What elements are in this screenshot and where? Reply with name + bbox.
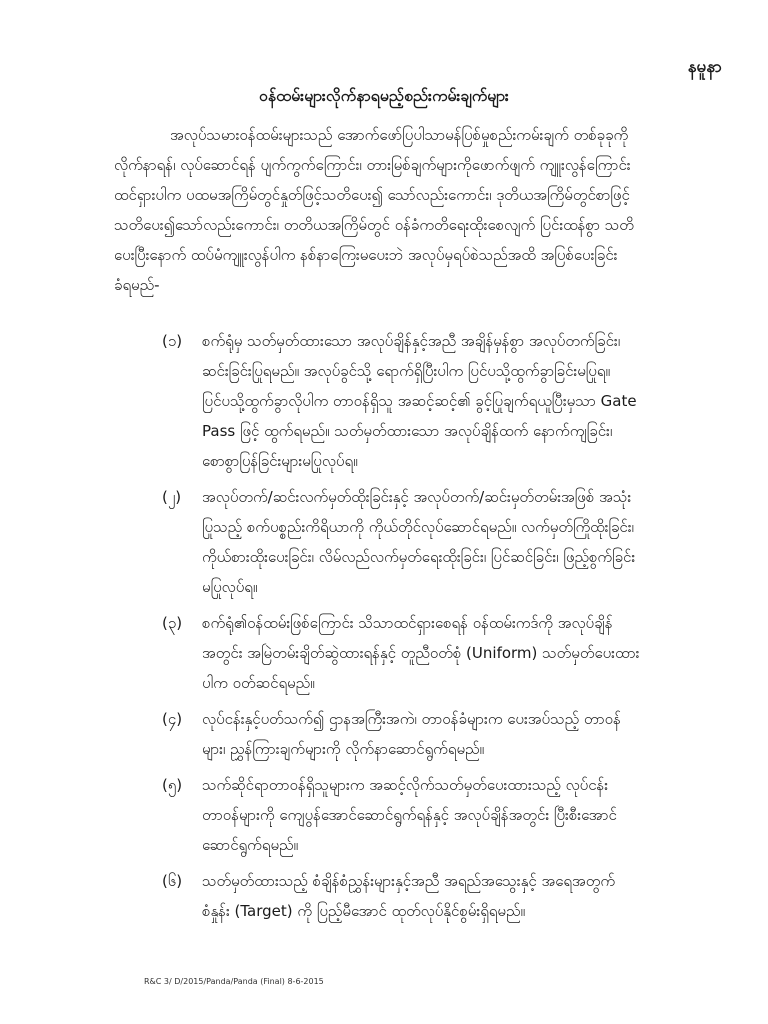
list-item xyxy=(144,770,718,860)
item-line: ပြုသည့် စက်ပစ္စည်းကိရိယာကို ကိုယ်တိုင်လုပ်ဆောင်ရမည်။ လက်မှတ်ကြိုထိုးခြင်း၊ xyxy=(202,518,634,536)
item-line: ဆင်းခြင်းပြုရမည်။ အလုပ်ခွင်သို့ ရောက်ရှိပြီးပါက ပြင်ပသို့ထွက်ခွာခြင်းမပြုရ။ xyxy=(202,362,611,380)
item-line: သတ်မှတ်ထားသည့် စံချိန်စံညွှန်းများနှင့်အညီ အရည်အသွေးနှင့် အရေအတွက် xyxy=(202,872,616,890)
intro-line: ပေးပြီးနောက် ထပ်မံကျူးလွန်ပါက နစ်နာကြေးမပေးဘဲ အလုပ်မှရပ်စဲသည်အထိ အပြစ်ပေးခြင်း xyxy=(114,246,618,264)
list-item xyxy=(144,326,718,476)
item-line: များ၊ ညွှန်ကြားချက်များကို လိုက်နာဆောင်ရွက်ရမည်။ xyxy=(202,740,485,758)
item-number: (၂) xyxy=(162,488,182,506)
item-line: ကိုယ်စားထိုးပေးခြင်း၊ လိမ်လည်လက်မှတ်ရေးထိုးခြင်း၊ ပြင်ဆင်ခြင်း၊ ဖြည့်စွက်ခြင်း xyxy=(202,548,636,566)
intro-line: လိုက်နာရန်၊ လုပ်ဆောင်ရန် ပျက်ကွက်ကြောင်း၊ တားမြစ်ချက်များကိုဖောက်ဖျက် ကျူးလွန်ကြောင်း xyxy=(114,156,631,174)
item-line: ပြင်ပသို့ထွက်ခွာလိုပါက တာဝန်ရှိသူ အဆင့်ဆင့်၏ ခွင့်ပြုချက်ရယူပြီးမှသာ Gate xyxy=(202,392,637,410)
item-line: ပါက ဝတ်ဆင်ရမည်။ xyxy=(202,674,315,692)
item-number: (၆) xyxy=(162,872,183,890)
intro-line: ထင်ရှားပါက ပထမအကြိမ်တွင်နှုတ်ဖြင့်သတိပေး၍ သော်လည်းကောင်း၊ ဒုတိယအကြိမ်တွင်စာဖြင့် xyxy=(114,186,630,204)
intro-paragraph xyxy=(114,120,718,300)
item-text xyxy=(202,326,718,476)
item-number: (၃) xyxy=(162,614,183,632)
item-line: အတွင်း အမြဲတမ်းချိတ်ဆွဲထားရန်နှင့် တူညီဝတ်စုံ (Uniform) သတ်မှတ်ပေးထား xyxy=(202,644,640,662)
item-line: စက်ရုံမှ သတ်မှတ်ထားသော အလုပ်ချိန်နှင့်အညီ အချိန်မှန်စွာ အလုပ်တက်ခြင်း၊ xyxy=(202,332,621,350)
item-text xyxy=(202,704,718,764)
list-item xyxy=(144,704,718,764)
list-item xyxy=(144,866,718,926)
item-text xyxy=(202,866,718,926)
item-line: သက်ဆိုင်ရာတာဝန်ရှိသူများက အဆင့်လိုက်သတ်မှတ်ပေးထားသည့် လုပ်ငန်း xyxy=(202,776,609,794)
item-number: (၄) xyxy=(162,710,183,728)
item-number: (၁) xyxy=(162,332,183,350)
item-line: Pass ဖြင့် ထွက်ရမည်။ သတ်မှတ်ထားသော အလုပ်ချိန်ထက် နောက်ကျခြင်း၊ xyxy=(202,422,613,440)
item-line: တာဝန်များကို ကျေပွန်အောင်ဆောင်ရွက်ရန်နှင့် အလုပ်ချိန်အတွင်း ပြီးစီးအောင် xyxy=(202,806,617,824)
document-title: ဝန်ထမ်းများလိုက်နာရမည့်စည်းကမ်းချက်များ xyxy=(258,87,510,105)
item-line: မပြုလုပ်ရ။ xyxy=(202,578,258,596)
item-text xyxy=(202,608,718,698)
sample-mark: နမူနာ xyxy=(687,57,722,77)
item-line: စောစွာပြန်ခြင်းများမပြုလုပ်ရ။ xyxy=(202,452,358,470)
item-number: (၅) xyxy=(162,776,183,794)
item-line: ဆောင်ရွက်ရမည်။ xyxy=(202,836,299,854)
footer-reference: R&C 3/ D/2015/Panda/Panda (Final) 8-6-2015 xyxy=(144,977,324,986)
item-text xyxy=(202,770,718,860)
item-line: လုပ်ငန်းနှင့်ပတ်သက်၍ ဌာနအကြီးအကဲ၊ တာဝန်ခံများက ပေးအပ်သည့် တာဝန် xyxy=(202,710,621,728)
item-line: စံနှုန်း (Target) ကို ပြည့်မီအောင် ထုတ်လုပ်နိုင်စွမ်းရှိရမည်။ xyxy=(202,902,526,920)
item-line: စက်ရုံ၏ဝန်ထမ်းဖြစ်ကြောင်း သိသာထင်ရှားစေရန် ဝန်ထမ်းကဒ်ကို အလုပ်ချိန် xyxy=(202,614,613,632)
rules-list xyxy=(144,326,718,932)
list-item xyxy=(144,482,718,602)
item-text xyxy=(202,482,718,602)
intro-line: သတိပေး၍သော်လည်းကောင်း၊ တတိယအကြိမ်တွင် ဝန်ခံကတိရေးထိုးစေလျက် ပြင်းထန်စွာ သတိ xyxy=(114,216,634,234)
item-line: အလုပ်တက်/ဆင်းလက်မှတ်ထိုးခြင်းနှင့် အလုပ်တက်/ဆင်းမှတ်တမ်းအဖြစ် အသုံး xyxy=(202,488,632,506)
intro-line: အလုပ်သမားဝန်ထမ်းများသည် အောက်ဖော်ပြပါသာမန်ပြစ်မှုစည်းကမ်းချက် တစ်ခုခုကို xyxy=(170,126,629,144)
intro-line: ခံရမည်- xyxy=(114,276,160,294)
list-item xyxy=(144,608,718,698)
